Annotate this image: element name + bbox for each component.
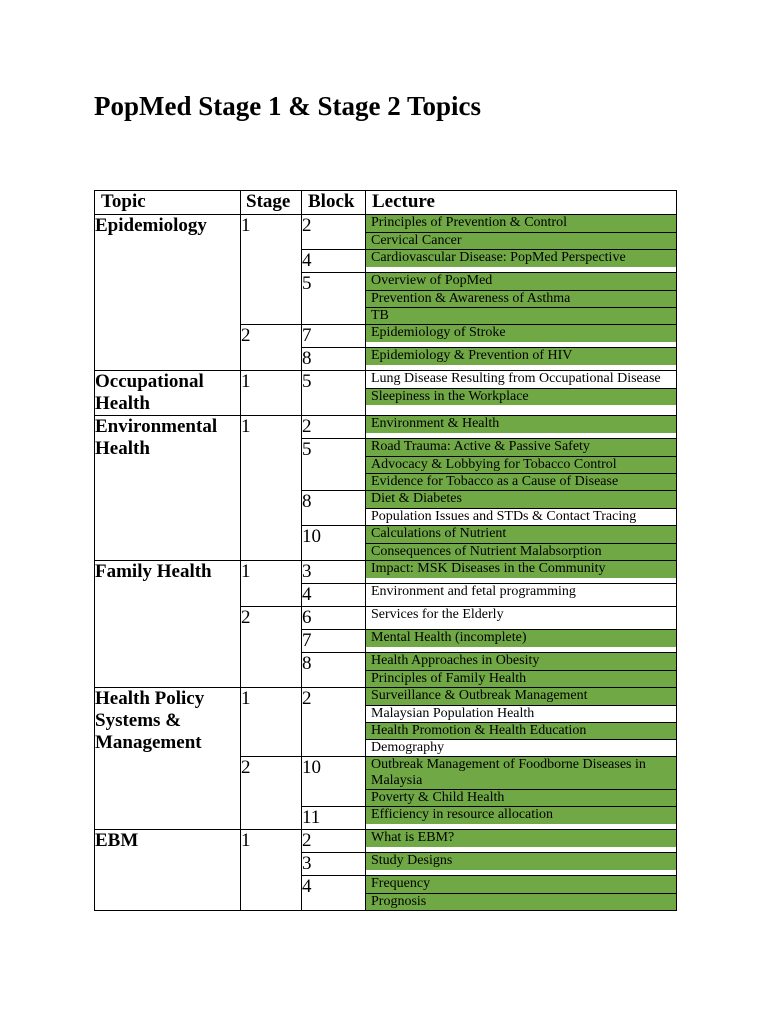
lecture-item: Advocacy & Lobbying for Tobacco Control (366, 456, 676, 473)
block-cell: 8 (302, 348, 366, 371)
topic-cell: Health Policy Systems & Management (95, 688, 241, 830)
block-cell: 2 (302, 416, 366, 439)
stage-cell: 1 (241, 688, 302, 757)
stage-cell: 2 (241, 325, 302, 371)
lecture-cell (366, 807, 677, 830)
stage-cell: 1 (241, 215, 302, 325)
stage-cell: 1 (241, 371, 302, 416)
table-row (95, 215, 677, 250)
block-cell: 2 (302, 688, 366, 757)
lecture-item: What is EBM? (366, 830, 676, 847)
lecture-cell (366, 653, 677, 688)
header-block: Block (302, 191, 366, 215)
stage-cell: 2 (241, 607, 302, 688)
table-row (95, 416, 677, 439)
lecture-item: Outbreak Management of Foodborne Diseases in Malaysia (366, 757, 676, 789)
lecture-item: Cardiovascular Disease: PopMed Perspective (366, 250, 676, 267)
lecture-item: Calculations of Nutrient (366, 526, 676, 543)
lecture-item: Epidemiology & Prevention of HIV (366, 348, 676, 365)
block-cell: 10 (302, 757, 366, 807)
block-cell: 6 (302, 607, 366, 630)
lecture-item: Frequency (366, 876, 676, 893)
lecture-item: Impact: MSK Diseases in the Community (366, 561, 676, 578)
topic-cell: Environmental Health (95, 416, 241, 561)
stage-cell: 1 (241, 416, 302, 561)
lecture-item: Sleepiness in the Workplace (366, 388, 676, 405)
lecture-item: Overview of PopMed (366, 273, 676, 290)
lecture-cell (366, 416, 677, 439)
lecture-item: Population Issues and STDs & Contact Tracing (366, 508, 676, 525)
lecture-item: Malaysian Population Health (366, 705, 676, 722)
lecture-cell (366, 250, 677, 273)
block-cell: 5 (302, 273, 366, 325)
block-cell: 10 (302, 526, 366, 561)
table-row (95, 688, 677, 757)
topic-cell: Occupational Health (95, 371, 241, 416)
topic-cell: Family Health (95, 561, 241, 688)
block-cell: 11 (302, 807, 366, 830)
block-cell: 5 (302, 439, 366, 491)
lecture-cell (366, 348, 677, 371)
table-row (95, 830, 677, 853)
block-cell: 2 (302, 215, 366, 250)
lecture-cell (366, 215, 677, 250)
block-cell: 8 (302, 653, 366, 688)
stage-cell: 1 (241, 830, 302, 911)
block-cell: 7 (302, 630, 366, 653)
block-cell: 7 (302, 325, 366, 348)
lecture-cell (366, 757, 677, 807)
lecture-item: Health Approaches in Obesity (366, 653, 676, 670)
lecture-item: Environment & Health (366, 416, 676, 433)
lecture-cell (366, 439, 677, 491)
lecture-cell (366, 607, 677, 630)
lecture-item: Study Designs (366, 853, 676, 870)
block-cell: 3 (302, 853, 366, 876)
table-row (95, 371, 677, 416)
lecture-cell (366, 853, 677, 876)
lecture-item: Health Promotion & Health Education (366, 722, 676, 739)
lecture-item: Cervical Cancer (366, 232, 676, 249)
header-topic: Topic (95, 191, 241, 215)
block-cell: 4 (302, 250, 366, 273)
lecture-cell (366, 688, 677, 757)
lecture-item: Mental Health (incomplete) (366, 630, 676, 647)
lecture-cell (366, 876, 677, 911)
lecture-cell (366, 526, 677, 561)
block-cell: 5 (302, 371, 366, 416)
page-title: PopMed Stage 1 & Stage 2 Topics (94, 91, 482, 121)
lecture-cell (366, 630, 677, 653)
table-row (95, 561, 677, 584)
topic-cell: EBM (95, 830, 241, 911)
lecture-cell (366, 325, 677, 348)
lecture-item: Demography (366, 739, 676, 756)
lecture-item: Poverty & Child Health (366, 789, 676, 806)
lecture-item: Prevention & Awareness of Asthma (366, 290, 676, 307)
lecture-item: Diet & Diabetes (366, 491, 676, 508)
lecture-item: Principles of Prevention & Control (366, 215, 676, 232)
lecture-item: Surveillance & Outbreak Management (366, 688, 676, 705)
lecture-item: Prognosis (366, 893, 676, 910)
lecture-cell (366, 830, 677, 853)
lecture-cell (366, 491, 677, 526)
lecture-item: Evidence for Tobacco as a Cause of Disease (366, 473, 676, 490)
stage-cell: 2 (241, 757, 302, 830)
stage-cell: 1 (241, 561, 302, 607)
lecture-cell (366, 561, 677, 584)
lecture-item: Epidemiology of Stroke (366, 325, 676, 342)
topic-cell: Epidemiology (95, 215, 241, 371)
lecture-item: Principles of Family Health (366, 670, 676, 687)
block-cell: 2 (302, 830, 366, 853)
table-header-row (95, 191, 677, 215)
block-cell: 4 (302, 876, 366, 911)
lecture-item: Efficiency in resource allocation (366, 807, 676, 824)
lecture-item: Consequences of Nutrient Malabsorption (366, 543, 676, 560)
lecture-cell (366, 584, 677, 607)
block-cell: 3 (302, 561, 366, 584)
lecture-cell (366, 273, 677, 325)
lecture-item: Road Trauma: Active & Passive Safety (366, 439, 676, 456)
header-stage: Stage (241, 191, 302, 215)
lecture-item: Services for the Elderly (366, 607, 676, 624)
topics-table (94, 190, 677, 911)
lecture-cell (366, 371, 677, 416)
block-cell: 8 (302, 491, 366, 526)
lecture-item: TB (366, 307, 676, 324)
block-cell: 4 (302, 584, 366, 607)
header-lecture: Lecture (366, 191, 677, 215)
topics-body (95, 215, 677, 911)
lecture-item: Lung Disease Resulting from Occupational Disease (366, 371, 676, 388)
lecture-item: Environment and fetal programming (366, 584, 676, 601)
